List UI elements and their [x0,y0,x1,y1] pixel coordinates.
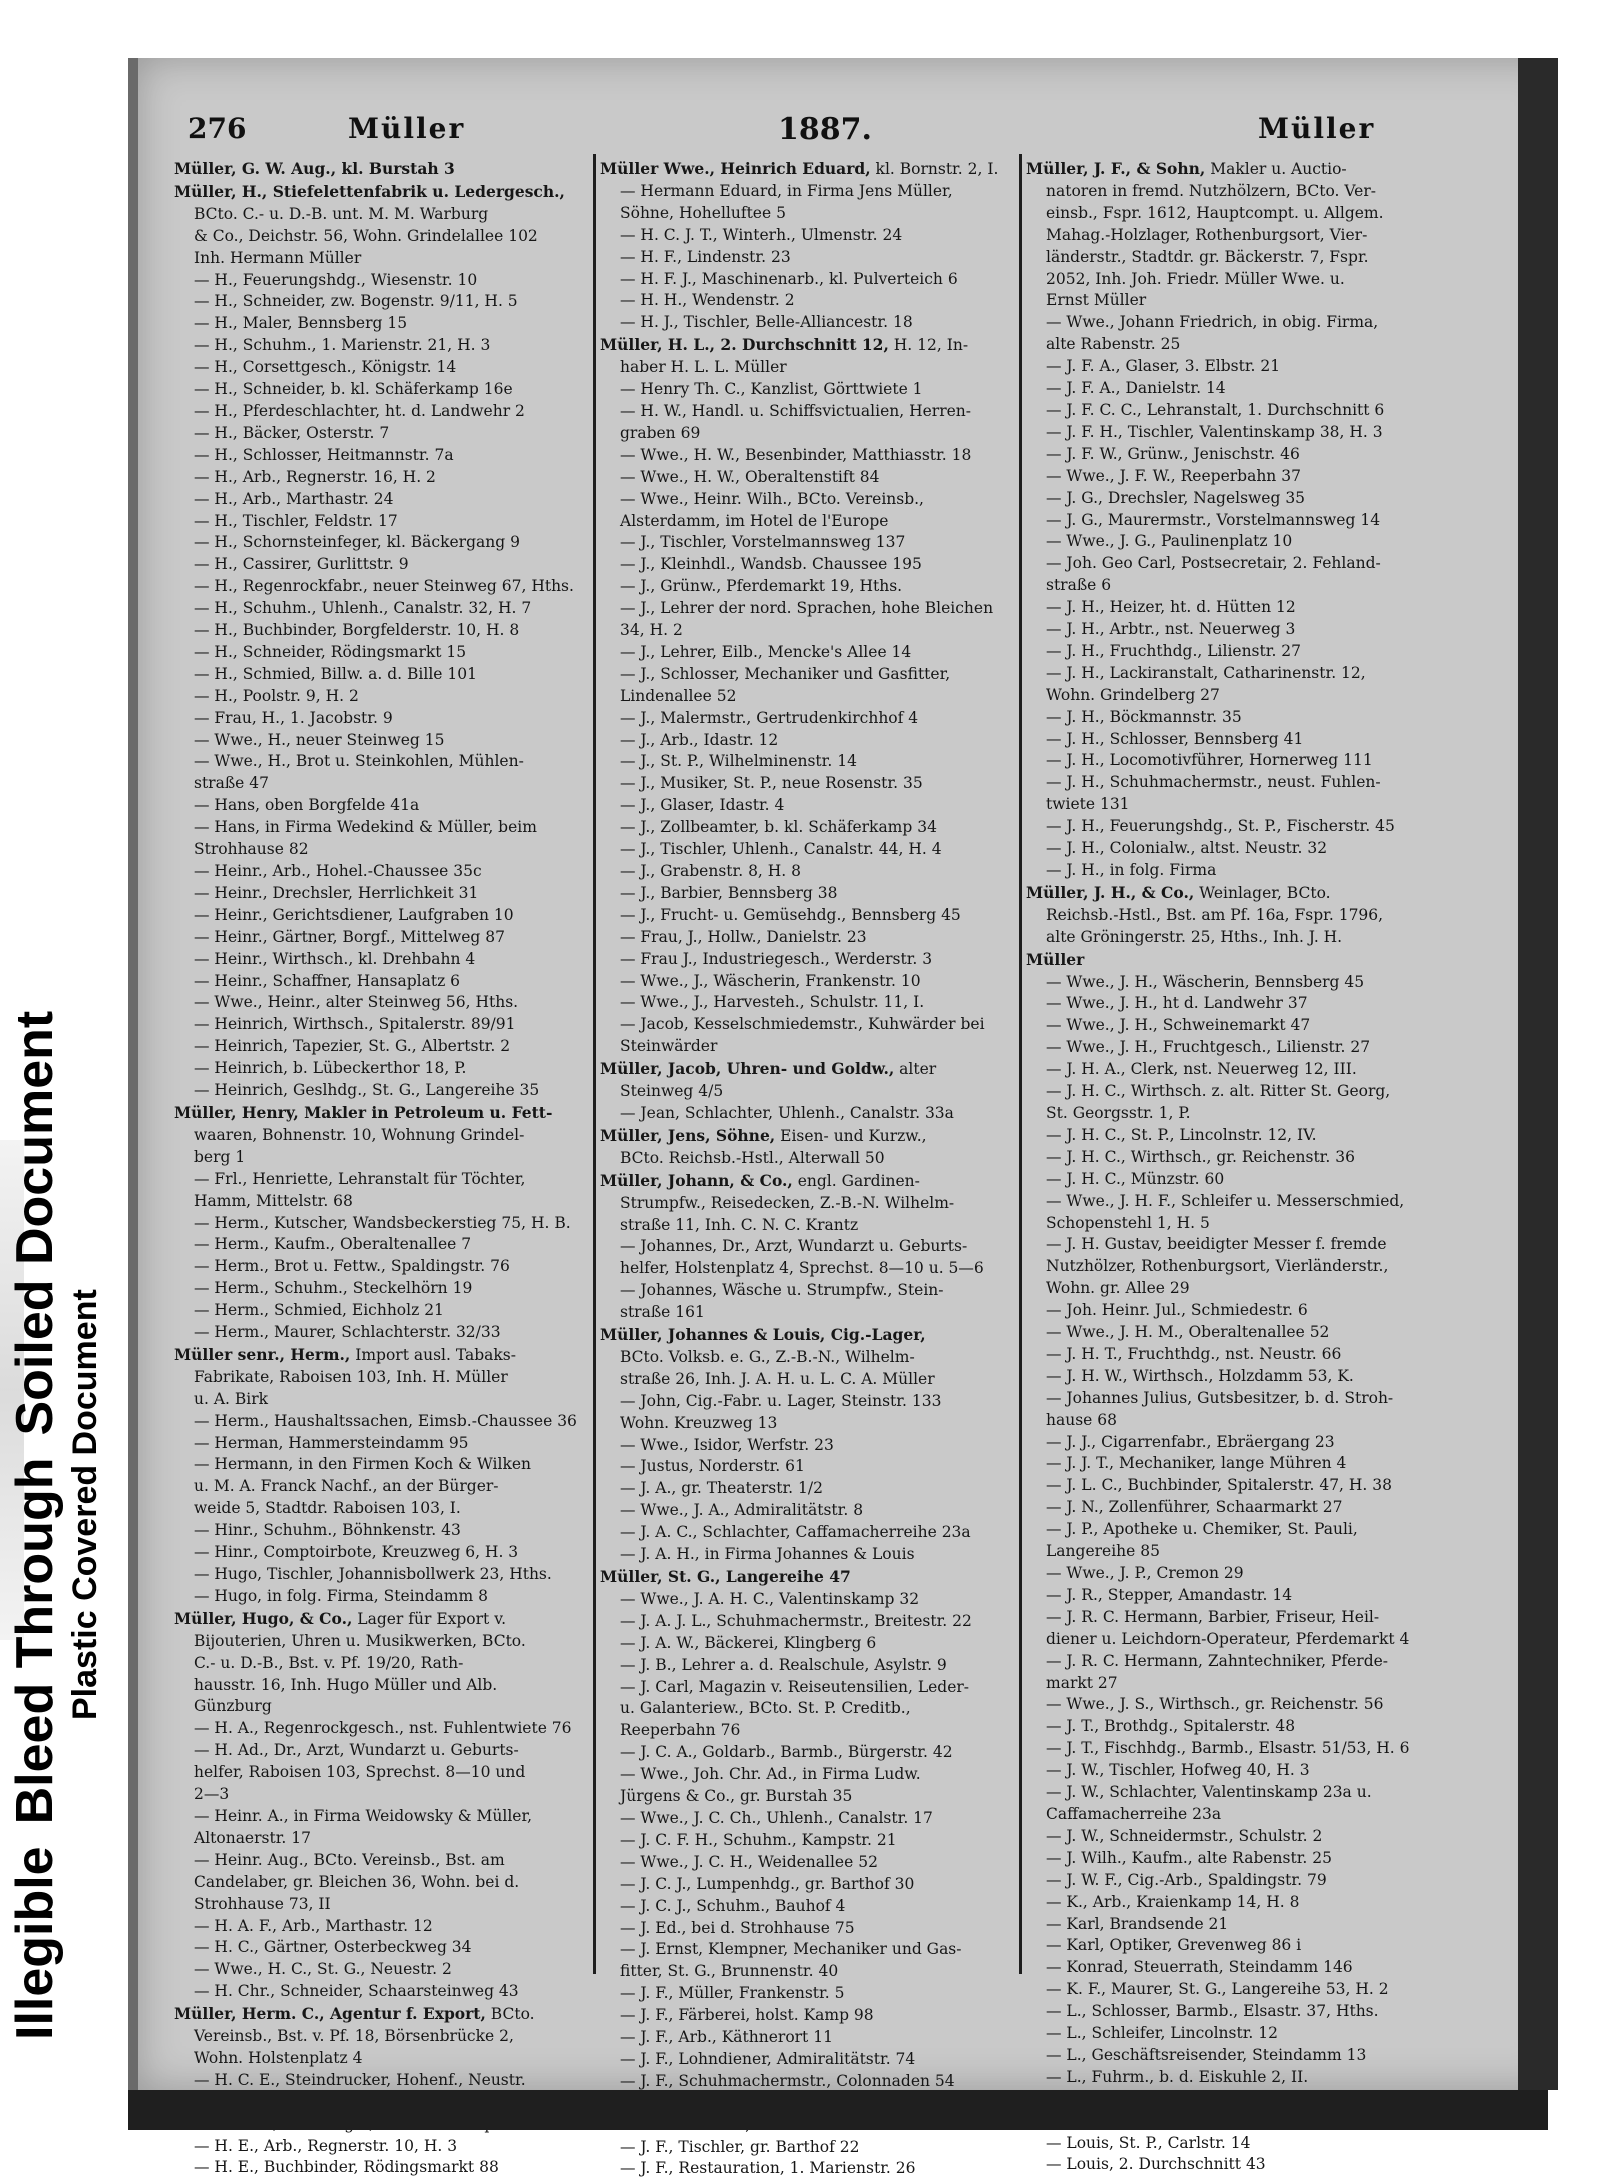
directory-entry: — J. T., Brothdg., Spitalerstr. 48 [1046,1717,1296,1736]
directory-entry: Müller, J. H., & Co., Weinlager, BCto. [1026,882,1331,902]
directory-entry: Wohn. Holstenplatz 4 [194,2048,363,2067]
directory-entry: Müller, Johann, & Co., engl. Gardinen- [600,1170,920,1190]
directory-entry: — H. W., Handl. u. Schiffsvictualien, Herren- [620,401,971,420]
directory-entry: — K. F., Maurer, St. G., Langereihe 53, H. 2 [1046,1980,1389,1999]
directory-entry: Ernst Müller [1046,291,1147,310]
directory-entry: — H. Chr., Schneider, Schaarsteinweg 43 [194,1982,519,2001]
directory-entry: hausstr. 16, Inh. Hugo Müller und Alb. [194,1675,498,1694]
directory-entry: Steinweg 4/5 [620,1082,724,1101]
directory-entry: — J. F. C. C., Lehranstalt, 1. Durchschnitt 6 [1046,400,1385,419]
directory-entry: Jürgens & Co., gr. Burstah 35 [620,1787,853,1806]
stamp-line-primary [5,0,65,2040]
directory-entry: — K., Arb., Kraienkamp 14, H. 8 [1046,1892,1300,1911]
directory-entry: — Wwe., J. S., Wirthsch., gr. Reichenstr. 56 [1046,1695,1384,1714]
directory-entry: — J., Lehrer der nord. Sprachen, hohe Bleichen [620,599,994,618]
directory-entry: Müller, Hugo, & Co., Lager für Export v. [174,1608,507,1628]
directory-entry: — J. P., Apotheke u. Chemiker, St. Pauli, [1046,1520,1358,1539]
directory-entry: u. A. Birk [194,1389,269,1408]
directory-entry: — J. A. J. L., Schuhmachermstr., Breitestr. 22 [620,1611,972,1630]
column-divider [593,154,596,1974]
directory-entry: — Wwe., J., Harvesteh., Schulstr. 11, I. [620,993,925,1012]
directory-entry: Altonaerstr. 17 [194,1828,311,1847]
directory-entry: — Wwe., J., Wäscherin, Frankenstr. 10 [620,971,921,990]
directory-entry: — Wwe., J. H., Fruchtgesch., Lilienstr. 27 [1046,1038,1371,1057]
directory-entry: — H., Schneider, b. kl. Schäferkamp 16e [194,380,513,399]
directory-entry: — H. Ad., Dr., Arzt, Wundarzt u. Geburts- [194,1741,519,1760]
directory-entry: — J. J. T., Mechaniker, lange Mühren 4 [1046,1454,1347,1473]
directory-entry: — J., Tischler, Uhlenh., Canalstr. 44, H. 4 [620,840,942,859]
scan-bottom-edge [128,2090,1548,2130]
directory-entry: — H., Schuhm., 1. Marienstr. 21, H. 3 [194,336,491,355]
directory-entry: alte Rabenstr. 25 [1046,335,1181,354]
directory-entry: Müller, J. F., & Sohn, Makler u. Auctio- [1026,159,1347,178]
directory-entry: — Wwe., J. H. M., Oberaltenallee 52 [1046,1323,1330,1342]
directory-entry: — Wwe., H. W., Besenbinder, Matthiasstr. 18 [620,445,972,464]
directory-entry: — J. H., Fruchthdg., Lilienstr. 27 [1046,641,1302,660]
directory-entry: — Wwe., J. G., Paulinenplatz 10 [1046,532,1293,551]
header-left-title: Müller [348,112,466,145]
directory-entry: — J. H. T., Fruchthdg., nst. Neustr. 66 [1046,1344,1342,1363]
directory-entry: — J. C. J., Lumpenhdg., gr. Barthof 30 [620,1874,915,1893]
directory-entry: twiete 131 [1046,795,1130,814]
directory-entry: — Wwe., H., Brot u. Steinkohlen, Mühlen- [194,752,524,771]
directory-entry: — J., Barbier, Bennsberg 38 [620,883,838,902]
directory-entry: — H., Buchbinder, Borgfelderstr. 10, H. 8 [194,621,520,640]
directory-entry: markt 27 [1046,1673,1118,1692]
directory-entry: — H., Schornsteinfeger, kl. Bäckergang 9 [194,533,520,552]
directory-entry: — J. C. J., Schuhm., Bauhof 4 [620,1896,846,1915]
directory-entry: — J. Carl, Magazin v. Reiseutensilien, Leder- [620,1677,970,1696]
directory-entry: Langereihe 85 [1046,1542,1160,1561]
directory-entry: — H., Bäcker, Osterstr. 7 [194,423,390,442]
directory-entry: — J. A. H., in Firma Johannes & Louis [620,1545,915,1564]
directory-entry: fitter, St. G., Brunnenstr. 40 [620,1962,839,1981]
directory-entry: — J., Grabenstr. 8, H. 8 [620,862,802,880]
header-right-title: Müller [1258,112,1376,145]
directory-entry: einsb., Fspr. 1612, Hauptcompt. u. Allgem. [1046,203,1384,222]
directory-entry: Müller, Herm. C., Agentur f. Export, BCto. [174,2004,535,2024]
directory-entry: — Karl, Brandsende 21 [1046,1914,1229,1933]
directory-entry: waaren, Bohnenstr. 10, Wohnung Grindel- [194,1125,525,1144]
directory-entry: — Heinr., Arb., Hohel.-Chaussee 35c [194,862,482,880]
directory-entry: Steinwärder [620,1037,718,1056]
directory-entry: straße 11, Inh. C. N. C. Krantz [620,1215,859,1234]
directory-entry: — Herman, Hammersteindamm 95 [194,1433,469,1452]
directory-entry: hause 68 [1046,1410,1117,1429]
directory-entry: — Jean, Schlachter, Uhlenh., Canalstr. 33a [620,1103,954,1122]
directory-entry: — Wwe., J. H., Schweinemarkt 47 [1046,1016,1311,1035]
directory-entry: — J. H., Colonialw., altst. Neustr. 32 [1046,839,1328,858]
directory-entry: — Wwe., J. C. Ch., Uhlenh., Canalstr. 17 [620,1808,933,1827]
directory-entry: — Heinr. Aug., BCto. Vereinsb., Bst. am [194,1850,505,1869]
directory-entry: — L., Schleifer, Lincolnstr. 12 [1046,2024,1278,2043]
directory-entry: — H. C., Gärtner, Osterbeckweg 34 [194,1938,472,1957]
directory-entry: — J. H. Gustav, beeidigter Messer f. fremde [1046,1235,1387,1254]
directory-column-2 [600,158,1012,2178]
directory-entry: — Jacob, Kesselschmiedemstr., Kuhwärder bei [620,1015,985,1034]
directory-entry: — J. H., Locomotivführer, Hornerweg 111 [1046,751,1373,770]
stamp-soiled-document: Soiled Document [6,1010,64,1436]
directory-entry: — Heinr., Drechsler, Herrlichkeit 31 [194,883,479,902]
directory-entry: Vereinsb., Bst. v. Pf. 18, Börsenbrücke 2, [194,2027,514,2046]
directory-entry: — H. C. E., Steindrucker, Hohenf., Neustr. [194,2070,526,2089]
directory-entry: Lindenallee 52 [620,686,737,705]
directory-entry: — Justus, Norderstr. 61 [620,1457,805,1476]
directory-entry: & Co., Deichstr. 56, Wohn. Grindelallee 102 [194,226,538,245]
directory-entry: — Johannes, Dr., Arzt, Wundarzt u. Geburts- [620,1237,968,1256]
directory-entry: Strohhause 73, II [194,1894,331,1913]
directory-entry: — J. L. C., Buchbinder, Spitalerstr. 47, H. 38 [1046,1476,1393,1495]
directory-entry: — Hans, in Firma Wedekind & Müller, beim [194,818,537,837]
directory-entry: — J. Ed., bei d. Strohhause 75 [620,1918,855,1937]
directory-entry: — L., Fuhrm., b. d. Eiskuhle 2, II. [1046,2067,1309,2086]
directory-entry: BCto. Volksb. e. G., Z.-B.-N., Wilhelm- [620,1347,915,1366]
directory-entry: — Johannes Julius, Gutsbesitzer, b. d. Stroh- [1046,1388,1394,1407]
directory-entry: weide 5, Stadtdr. Raboisen 103, I. [194,1499,461,1518]
directory-entry: — Frl., Henriette, Lehranstalt für Töchter, [194,1169,526,1188]
directory-entry: 2052, Inh. Joh. Friedr. Müller Wwe. u. [1046,269,1345,288]
directory-entry: — H., Maler, Bennsberg 15 [194,314,408,333]
directory-entry: BCto. C.- u. D.-B. unt. M. M. Warburg [194,204,489,223]
directory-entry: — H. C. J. T., Winterh., Ulmenstr. 24 [620,225,903,244]
directory-entry: länderstr., Stadtdr. gr. Bäckerstr. 7, Fspr. [1046,247,1369,266]
directory-entry: — Wwe., J. C. H., Weidenallee 52 [620,1852,878,1871]
directory-entry: — J. Ernst, Klempner, Mechaniker und Gas- [620,1940,962,1959]
directory-entry: — H., Schlosser, Heitmannstr. 7a [194,445,454,464]
directory-entry: — H., Schneider, Rödingsmarkt 15 [194,642,467,661]
directory-entry: — Heinr., Gärtner, Borgf., Mittelweg 87 [194,927,505,946]
directory-entry: Reichsb.-Hstl., Bst. am Pf. 16a, Fspr. 1796, [1046,905,1384,924]
directory-entry: helfer, Holstenplatz 4, Sprechst. 8—10 u. 5—6 [620,1259,984,1278]
directory-entry: — Herm., Brot u. Fettw., Spaldingstr. 76 [194,1257,510,1276]
directory-entry: — J., Glaser, Idastr. 4 [620,796,785,815]
directory-entry: — J. B., Lehrer a. d. Realschule, Asylstr. 9 [620,1655,947,1674]
directory-entry: — J., Zollbeamter, b. kl. Schäferkamp 34 [620,818,937,837]
page-header [178,112,1478,152]
directory-entry: straße 47 [194,774,270,793]
directory-entry: — Wwe., Heinr. Wilh., BCto. Vereinsb., [620,489,924,508]
directory-entry: — Hugo, in folg. Firma, Steindamm 8 [194,1586,488,1605]
directory-entry: — H. H., Wendenstr. 2 [620,291,795,310]
directory-entry: — Heinrich, Geslhdg., St. G., Langereihe 35 [194,1081,540,1100]
directory-entry: — J. R., Stepper, Amandastr. 14 [1046,1585,1293,1604]
directory-entry: alte Gröningerstr. 25, Hths., Inh. J. H. [1046,927,1343,946]
directory-entry: — John, Cig.-Fabr. u. Lager, Steinstr. 133 [620,1391,942,1410]
directory-entry: u. Galanteriew., BCto. St. P. Creditb., [620,1699,911,1718]
directory-entry: — Wwe., Isidor, Werfstr. 23 [620,1435,834,1454]
directory-entry: — H. A., Regenrockgesch., nst. Fuhlentwiete 76 [194,1719,572,1738]
directory-entry: — Hermann Eduard, in Firma Jens Müller, [620,181,953,200]
directory-entry: — J. A. C., Schlachter, Caffamacherreihe 23a [620,1523,971,1542]
directory-entry: Müller [1026,949,1085,969]
directory-entry: — Heinrich, Tapezier, St. G., Albertstr. 2 [194,1037,511,1056]
directory-entry: C.- u. D.-B., Bst. v. Pf. 19/20, Rath- [194,1653,464,1672]
directory-entry: — Herm., Haushaltssachen, Eimsb.-Chaussee 36 [194,1411,577,1430]
directory-entry: Müller senr., Herm., Import ausl. Tabaks- [174,1344,516,1364]
directory-entry: helfer, Raboisen 103, Sprechst. 8—10 und [194,1763,526,1782]
directory-entry: — Henry Th. C., Kanzlist, Görttwiete 1 [620,380,923,399]
directory-entry: Müller, Henry, Makler in Petroleum u. Fett- [174,1102,553,1122]
directory-entry: Wohn. Kreuzweg 13 [620,1413,778,1432]
directory-entry: — J., Lehrer, Eilb., Mencke's Allee 14 [620,642,912,661]
directory-entry: — J. F., Färberei, holst. Kamp 98 [620,2006,874,2025]
directory-entry: — Hinr., Comptoirbote, Kreuzweg 6, H. 3 [194,1543,519,1562]
directory-entry: — J. H., Böckmannstr. 35 [1046,707,1242,726]
directory-entry: — H., Cassirer, Gurlittstr. 9 [194,555,409,574]
directory-entry: — J. W., Schlachter, Valentinskamp 23a u. [1046,1783,1372,1802]
column-divider [1019,154,1022,1974]
directory-entry: — H., Corsettgesch., Königstr. 14 [194,358,457,377]
stamp-text-rotated [0,0,110,2040]
directory-entry: — H., Tischler, Feldstr. 17 [194,511,398,530]
directory-entry: natoren in fremd. Nutzhölzern, BCto. Ver- [1046,181,1377,200]
directory-entry: — J. F., Tischler, gr. Barthof 22 [620,2137,860,2156]
directory-entry: — J. A., gr. Theaterstr. 1/2 [620,1479,823,1498]
directory-entry: — Wwe., J. A., Admiralitätstr. 8 [620,1501,864,1520]
directory-entry: — J. H. C., Münzstr. 60 [1046,1169,1225,1188]
directory-entry: — Wwe., Joh. Chr. Ad., in Firma Ludw. [620,1765,921,1784]
directory-entry: — J. T., Fischhdg., Barmb., Elsastr. 51/53, H. 6 [1046,1739,1410,1758]
directory-entry: Wohn. Grindelberg 27 [1046,685,1220,704]
directory-entry: — J. G., Maurermstr., Vorstelmannsweg 14 [1046,510,1381,529]
directory-entry: — J., Arb., Idastr. 12 [620,730,779,749]
directory-entry: — J., Frucht- u. Gemüsehdg., Bennsberg 45 [620,905,961,924]
directory-entry: — Hugo, Tischler, Johannisbollwerk 23, Hths. [194,1565,552,1583]
directory-entry: 34, H. 2 [620,621,683,640]
directory-entry: graben 69 [620,423,701,442]
directory-entry: — H., Schuhm., Uhlenh., Canalstr. 32, H. 7 [194,599,532,618]
directory-entry: — L., Schlosser, Barmb., Elsastr. 37, Hths. [1046,2002,1379,2021]
header-year: 1887. [778,112,872,147]
directory-entry: — Herm., Kutscher, Wandsbeckerstieg 75, H. B. [194,1213,571,1232]
directory-entry: — J. F. A., Glaser, 3. Elbstr. 21 [1046,357,1281,376]
directory-entry: — Wwe., H. W., Oberaltenstift 84 [620,467,880,486]
directory-entry: — Frau, H., 1. Jacobstr. 9 [194,708,393,727]
directory-entry: Inh. Hermann Müller [194,248,362,267]
directory-entry: — Heinrich, Wirthsch., Spitalerstr. 89/91 [194,1015,516,1034]
directory-entry: berg 1 [194,1147,246,1166]
directory-entry: — Karl, Optiker, Grevenweg 86 i [1046,1936,1302,1955]
directory-entry: — Wwe., J. A. H. C., Valentinskamp 32 [620,1589,920,1608]
directory-entry: haber H. L. L. Müller [620,358,787,377]
directory-entry: — Wwe., Heinr., alter Steinweg 56, Hths. [194,993,519,1012]
directory-entry: — H., Schmied, Billw. a. d. Bille 101 [194,664,477,683]
directory-entry: — Heinr., Wirthsch., kl. Drehbahn 4 [194,949,476,968]
directory-entry: — J. W. F., Cig.-Arb., Spaldingstr. 79 [1046,1870,1327,1889]
directory-entry: — J., Kleinhdl., Wandsb. Chaussee 195 [620,555,922,574]
directory-entry: — Konrad, Steuerrath, Steindamm 146 [1046,1958,1353,1977]
directory-entry: — J. H. C., St. P., Lincolnstr. 12, IV. [1046,1125,1317,1144]
directory-entry: Alsterdamm, im Hotel de l'Europe [620,511,889,530]
directory-entry: — J., Grünw., Pferdemarkt 19, Hths. [620,577,903,596]
directory-entry: straße 6 [1046,576,1112,595]
directory-entry: — J. F. A., Danielstr. 14 [1046,379,1226,398]
directory-entry: — Heinr. A., in Firma Weidowsky & Müller, [194,1806,533,1825]
directory-entry: — J. H. C., Wirthsch., gr. Reichenstr. 36 [1046,1147,1355,1166]
directory-entry: Müller, Jacob, Uhren- und Goldw., alter [600,1059,937,1079]
stamp-bleed-through: Bleed Through [6,1457,64,1825]
directory-entry: — Hermann, in den Firmen Koch & Wilken [194,1455,531,1474]
directory-entry: — H. E., Buchbinder, Rödingsmarkt 88 [194,2158,499,2177]
directory-entry: — Joh. Geo Carl, Postsecretair, 2. Fehland- [1046,554,1381,573]
directory-entry: straße 26, Inh. J. A. H. u. L. C. A. Müller [620,1369,935,1388]
directory-entry: — J., St. P., Wilhelminenstr. 14 [620,752,857,771]
directory-entry: — J. F., Schuhmachermstr., Colonnaden 54 [620,2071,955,2090]
directory-entry: — J. C. F. H., Schuhm., Kampstr. 21 [620,1830,897,1849]
directory-entry: — Wwe., J. H., ht d. Landwehr 37 [1046,994,1308,1013]
directory-entry: 2—3 [194,1785,230,1804]
directory-entry: — Louis, 2. Durchschnitt 43 [1046,2155,1266,2174]
directory-entry: — H., Pferdeschlachter, ht. d. Landwehr 2 [194,401,525,420]
directory-entry: — J. H. C., Wirthsch. z. alt. Ritter St. Georg, [1046,1082,1391,1101]
directory-column-3 [1026,158,1438,2174]
directory-entry: — J. H., in folg. Firma [1046,861,1217,879]
directory-entry: — Wwe., J. F. W., Reeperbahn 37 [1046,466,1301,485]
directory-entry: — J. H., Schlosser, Bennsberg 41 [1046,729,1304,748]
directory-entry: Müller, Jens, Söhne, Eisen- und Kurzw., [600,1125,927,1145]
directory-entry: — J., Malermstr., Gertrudenkirchhof 4 [620,708,919,727]
directory-entry: Müller, G. W. Aug., kl. Burstah 3 [174,159,455,178]
directory-entry: — J. F., Arb., Käthnerort 11 [620,2028,833,2047]
directory-entry: straße 161 [620,1303,705,1322]
directory-entry: Müller Wwe., Heinrich Eduard, kl. Bornstr. 2, I. [600,159,999,178]
directory-entry: Bijouterien, Uhren u. Musikwerken, BCto. [194,1631,526,1650]
directory-entry: Söhne, Hohelluftee 5 [620,203,786,222]
directory-entry: Schopenstehl 1, H. 5 [1046,1213,1210,1232]
directory-entry: Wohn. gr. Allee 29 [1046,1279,1190,1298]
directory-entry: — H., Arb., Regnerstr. 16, H. 2 [194,467,436,486]
directory-entry: — Frau J., Industriegesch., Werderstr. 3 [620,949,933,968]
directory-entry: — Heinrich, b. Lübeckerthor 18, P. [194,1059,467,1078]
directory-entry: — J. J., Cigarrenfabr., Ebräergang 23 [1046,1432,1335,1451]
directory-entry: — Heinr., Schaffner, Hansaplatz 6 [194,971,461,990]
directory-entry: — H. F. J., Maschinenarb., kl. Pulverteich 6 [620,269,958,288]
directory-entry: — Wwe., J. P., Cremon 29 [1046,1564,1244,1582]
directory-entry: Nutzhölzer, Rothenburgsort, Vierländerstr., [1046,1257,1389,1276]
directory-entry: — J. F. W., Grünw., Jenischstr. 46 [1046,444,1300,463]
directory-entry: — J. A. W., Bäckerei, Klingberg 6 [620,1633,877,1652]
directory-entry: — H. F., Lindenstr. 23 [620,247,791,266]
directory-entry: Müller, Johannes & Louis, Cig.-Lager, [600,1325,926,1345]
stamp-illegible: Illegible [6,1846,64,2040]
directory-entry: — H. J., Tischler, Belle-Alliancestr. 18 [620,313,913,332]
directory-entry: Strumpfw., Reisedecken, Z.-B.-N. Wilhelm- [620,1193,955,1212]
directory-entry: diener u. Leichdorn-Operateur, Pferdemarkt 4 [1046,1629,1410,1648]
directory-entry: — L., Geschäftsreisender, Steindamm 13 [1046,2045,1367,2064]
directory-entry: — J. F. H., Tischler, Valentinskamp 38, H. 3 [1046,422,1383,441]
directory-entry: — Herm., Maurer, Schlachterstr. 32/33 [194,1323,501,1342]
directory-entry: — J., Schlosser, Mechaniker und Gasfitter, [620,664,951,683]
stamp-line-secondary: Plastic Covered Document [66,1289,104,1720]
directory-entry: — Joh. Heinr. Jul., Schmiedestr. 6 [1046,1301,1308,1320]
directory-entry: — H., Feuerungshdg., Wiesenstr. 10 [194,270,478,289]
directory-entry: — H., Schneider, zw. Bogenstr. 9/11, H. 5 [194,292,518,311]
directory-entry: — J. R. C. Hermann, Zahntechniker, Pferde- [1046,1651,1389,1670]
directory-entry: — J. G., Drechsler, Nagelsweg 35 [1046,488,1306,507]
directory-entry: Caffamacherreihe 23a [1046,1804,1222,1823]
directory-entry: — J. F., Müller, Frankenstr. 5 [620,1984,845,2003]
directory-entry: — J. H., Schuhmachermstr., neust. Fuhlen- [1046,773,1381,792]
directory-entry: — Heinr., Gerichtsdiener, Laufgraben 10 [194,905,514,924]
directory-entry: — H., Arb., Marthastr. 24 [194,489,394,508]
directory-entry: — J. Wilh., Kaufm., alte Rabenstr. 25 [1046,1848,1332,1867]
directory-entry: — J. R. C. Hermann, Barbier, Friseur, Heil- [1046,1607,1380,1626]
directory-entry: — J. H. A., Clerk, nst. Neuerweg 12, III. [1046,1060,1357,1079]
directory-entry: Hamm, Mittelstr. 68 [194,1191,353,1210]
directory-entry: — J. H., Arbtr., nst. Neuerweg 3 [1046,620,1296,639]
page-number: 276 [188,112,247,145]
directory-column-1 [174,158,586,2177]
directory-entry: — H., Poolstr. 9, H. 2 [194,686,359,705]
directory-entry: — J. W., Tischler, Hofweg 40, H. 3 [1046,1761,1310,1780]
directory-entry: Müller, H. L., 2. Durchschnitt 12, H. 12, In- [600,335,969,355]
directory-entry: Müller, St. G., Langereihe 47 [600,1567,851,1586]
directory-entry: — Hinr., Schuhm., Böhnkenstr. 43 [194,1521,461,1540]
directory-entry: — H. A. F., Arb., Marthastr. 12 [194,1916,433,1935]
archive-condition-stamp [0,0,110,2177]
directory-entry: — Louis, St. P., Carlstr. 14 [1046,2133,1251,2152]
directory-entry: Günzburg [194,1697,272,1716]
directory-entry: Fabrikate, Raboisen 103, Inh. H. Müller [194,1367,508,1386]
directory-entry: — H. E., Arb., Regnerstr. 10, H. 3 [194,2136,458,2155]
directory-entry: — Frau, J., Hollw., Danielstr. 23 [620,927,867,946]
directory-entry: — Herm., Schmied, Eichholz 21 [194,1301,444,1320]
directory-entry: — J. H., Feuerungshdg., St. P., Fischerstr. 45 [1046,817,1395,836]
directory-entry: — Johannes, Wäsche u. Strumpfw., Stein- [620,1281,944,1300]
directory-entry: — J. N., Zollenführer, Schaarmarkt 27 [1046,1498,1343,1517]
directory-entry: — J. H., Heizer, ht. d. Hütten 12 [1046,598,1296,617]
directory-entry: Candelaber, gr. Bleichen 36, Wohn. bei d. [194,1872,520,1891]
page-edge-shadow [1518,58,1558,2090]
directory-entry: — Wwe., H. C., St. G., Neuestr. 2 [194,1960,452,1979]
directory-entry: St. Georgsstr. 1, P. [1046,1103,1191,1122]
directory-entry: — J. F., Restauration, 1. Marienstr. 26 [620,2159,916,2178]
scanned-page [128,58,1558,2178]
directory-entry: Müller, H., Stiefelettenfabrik u. Ledergesch., [174,181,565,201]
directory-entry: Reeperbahn 76 [620,1721,741,1740]
directory-entry: — J. W., Schneidermstr., Schulstr. 2 [1046,1826,1323,1845]
directory-entry: — J. C. A., Goldarb., Barmb., Bürgerstr. 42 [620,1743,953,1762]
directory-entry: Strohhause 82 [194,840,309,859]
directory-entry: — Wwe., J. H., Wäscherin, Bennsberg 45 [1046,972,1365,991]
directory-entry: — Wwe., Johann Friedrich, in obig. Firma, [1046,313,1379,332]
directory-entry: — J. H. W., Wirthsch., Holzdamm 53, K. [1046,1366,1354,1385]
directory-entry: BCto. Reichsb.-Hstl., Alterwall 50 [620,1148,885,1167]
directory-entry: — Wwe., J. H. F., Schleifer u. Messerschmied, [1046,1191,1405,1210]
directory-entry: — J., Tischler, Vorstelmannsweg 137 [620,533,906,552]
directory-entry: u. M. A. Franck Nachf., an der Bürger- [194,1477,499,1496]
directory-entry: — Herm., Kaufm., Oberaltenallee 7 [194,1235,472,1254]
directory-entry: — H., Regenrockfabr., neuer Steinweg 67, Hths. [194,577,574,596]
directory-entry: — J., Musiker, St. P., neue Rosenstr. 35 [620,774,923,793]
directory-entry: — J. F., Lohndiener, Admiralitätstr. 74 [620,2049,916,2068]
directory-entry: — Wwe., H., neuer Steinweg 15 [194,730,445,749]
directory-entry: Mahag.-Holzlager, Rothenburgsort, Vier- [1046,225,1368,244]
directory-entry: — J. H., Lackiranstalt, Catharinenstr. 12, [1046,663,1366,682]
directory-entry: — Herm., Schuhm., Steckelhörn 19 [194,1279,473,1298]
directory-entry: — Hans, oben Borgfelde 41a [194,796,420,815]
